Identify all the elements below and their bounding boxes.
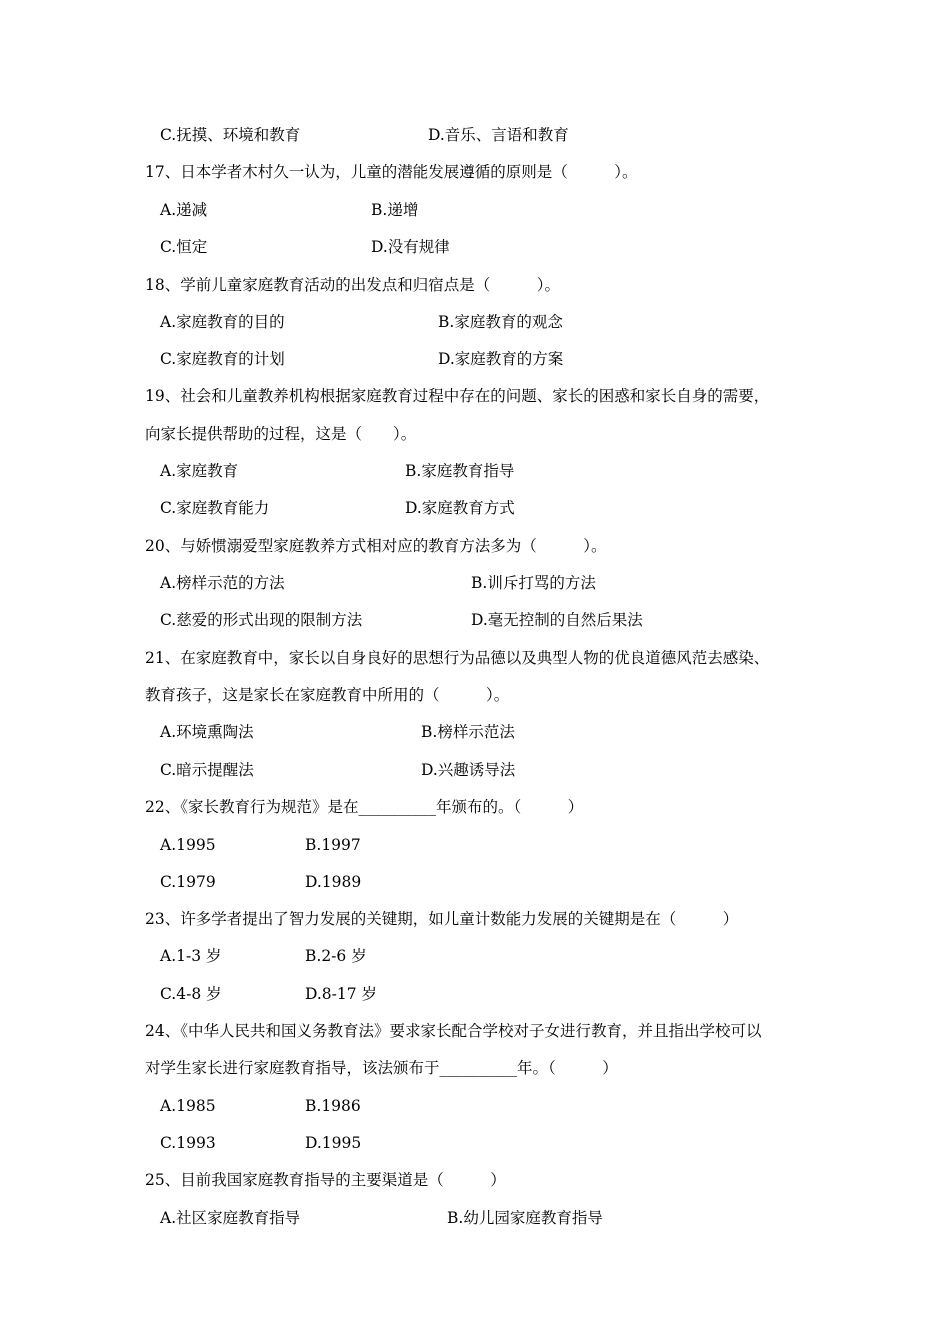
- q19-option-b: B.家庭教育指导: [405, 462, 515, 480]
- q19-option-a: A.家庭教育: [160, 462, 239, 480]
- q22-option-d: D.1989: [305, 873, 362, 891]
- q18-option-b: B.家庭教育的观念: [438, 313, 563, 331]
- q17-option-a: A.递减: [160, 201, 208, 219]
- q20-option-d: D.毫无控制的自然后果法: [471, 611, 643, 629]
- q16-option-c: C.抚摸、环境和教育: [160, 126, 301, 144]
- q18-option-a: A.家庭教育的目的: [160, 313, 285, 331]
- q21-option-b: B.榜样示范法: [421, 723, 515, 741]
- q18-option-d: D.家庭教育的方案: [438, 350, 564, 368]
- q20-option-b: B.训斥打骂的方法: [471, 574, 596, 592]
- q20-option-a: A.榜样示范的方法: [160, 574, 285, 592]
- question-18: 18、学前儿童家庭教育活动的出发点和归宿点是（ ）。: [145, 276, 560, 294]
- q24-option-a: A.1985: [160, 1097, 216, 1115]
- q17-option-c: C.恒定: [160, 238, 208, 256]
- q25-option-a: A.社区家庭教育指导: [160, 1209, 301, 1227]
- question-19-line-1: 19、社会和儿童教养机构根据家庭教育过程中存在的问题、家长的困惑和家长自身的需要，: [145, 387, 770, 405]
- q17-option-d: D.没有规律: [371, 238, 450, 256]
- q18-option-c: C.家庭教育的计划: [160, 350, 285, 368]
- q24-option-b: B.1986: [305, 1097, 361, 1115]
- q19-option-d: D.家庭教育方式: [405, 499, 515, 517]
- q17-option-b: B.递增: [371, 201, 419, 219]
- q25-option-b: B.幼儿园家庭教育指导: [447, 1209, 603, 1227]
- q21-option-a: A.环境熏陶法: [160, 723, 254, 741]
- question-21-line-1: 21、在家庭教育中，家长以自身良好的思想行为品德以及典型人物的优良道德风范去感染、: [145, 649, 770, 667]
- q23-option-c: C.4-8 岁: [160, 985, 222, 1003]
- q22-option-a: A.1995: [160, 836, 216, 854]
- question-17: 17、日本学者木村久一认为，儿童的潜能发展遵循的原则是（ ）。: [145, 163, 638, 181]
- q19-option-c: C.家庭教育能力: [160, 499, 270, 517]
- q23-option-a: A.1-3 岁: [160, 947, 222, 965]
- q22-option-c: C.1979: [160, 873, 216, 891]
- q21-option-c: C.暗示提醒法: [160, 761, 254, 779]
- question-23: 23、许多学者提出了智力发展的关键期，如儿童计数能力发展的关键期是在（ ）: [145, 910, 739, 928]
- question-25: 25、目前我国家庭教育指导的主要渠道是（ ）: [145, 1171, 506, 1189]
- q22-option-b: B.1997: [305, 836, 361, 854]
- question-20: 20、与娇惯溺爱型家庭教养方式相对应的教育方法多为（ ）。: [145, 537, 607, 555]
- question-24-line-1: 24、《中华人民共和国义务教育法》要求家长配合学校对子女进行教育，并且指出学校可以: [145, 1022, 762, 1040]
- question-21-line-2: 教育孩子，这是家长在家庭教育中所用的（ ）。: [145, 686, 510, 704]
- q24-option-c: C.1993: [160, 1134, 216, 1152]
- q24-option-d: D.1995: [305, 1134, 362, 1152]
- q23-option-d: D.8-17 岁: [305, 985, 378, 1003]
- q23-option-b: B.2-6 岁: [305, 947, 367, 965]
- question-24-line-2: 对学生家长进行家庭教育指导，该法颁布于__________年。（ ）: [145, 1059, 618, 1077]
- q16-option-d: D.音乐、言语和教育: [428, 126, 569, 144]
- question-22: 22、《家长教育行为规范》是在__________年颁布的。（ ）: [145, 798, 584, 816]
- q21-option-d: D.兴趣诱导法: [421, 761, 516, 779]
- q20-option-c: C.慈爱的形式出现的限制方法: [160, 611, 363, 629]
- question-19-line-2: 向家长提供帮助的过程，这是（ ）。: [145, 425, 417, 443]
